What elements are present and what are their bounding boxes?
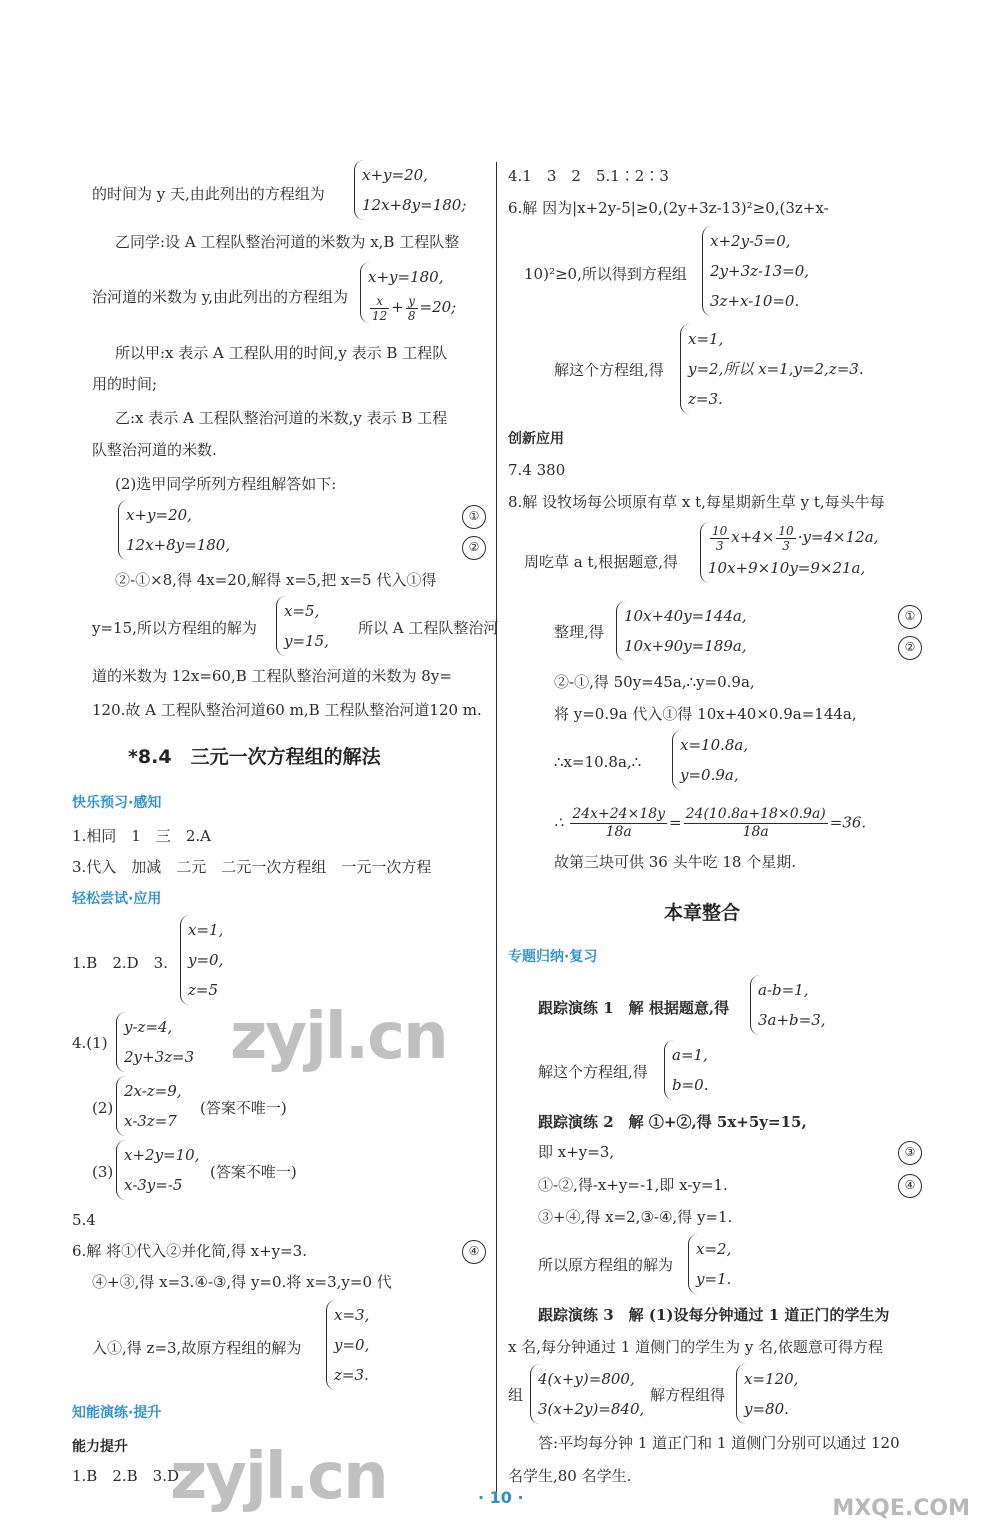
- fraction: [776, 524, 795, 553]
- text-line: 解这个方程组,得: [554, 361, 664, 379]
- equation: x=2,: [696, 1240, 732, 1258]
- equation-system: [354, 160, 466, 220]
- equation: a=1,: [672, 1046, 708, 1064]
- equation: 10x+90y=189a,: [624, 637, 747, 655]
- equation: y-z=4,: [124, 1018, 173, 1036]
- text-line: 名学生,80 名学生.: [508, 1467, 632, 1485]
- numerator: 24(10.8a+18×0.9a): [685, 806, 826, 822]
- equation: x=1,: [188, 921, 224, 939]
- circled-number: ①: [898, 605, 922, 629]
- subsection-heading: 能力提升: [72, 1439, 128, 1455]
- text-line: ④+③,得 x=3.④-③,得 y=0.将 x=3,y=0 代: [92, 1273, 392, 1291]
- equation-tail: =20;: [419, 298, 457, 316]
- circled-number: ②: [898, 636, 922, 660]
- fraction: [684, 806, 828, 841]
- exercise-line: 跟踪演练 3 解 (1)设每分钟通过 1 道正门的学生为: [538, 1306, 890, 1324]
- text-line: (2)选甲同学所列方程组解答如下:: [115, 475, 337, 493]
- exercise-line: 跟踪演练 2 解 ①+②,得 5x+5y=15,: [538, 1113, 807, 1131]
- chapter-title: 本章整合: [664, 902, 741, 924]
- text-line: 用的时间;: [92, 375, 158, 393]
- text-line: 周吃草 a t,根据题意,得: [524, 553, 679, 571]
- equation: 2x-z=9,: [124, 1082, 182, 1100]
- equation: y=15,: [284, 632, 329, 650]
- circled-number: ②: [462, 536, 486, 560]
- equation: a-b=1,: [758, 981, 809, 999]
- equation-system: [664, 1040, 708, 1100]
- equation-system: [276, 596, 329, 656]
- equation-system: [750, 975, 826, 1035]
- text-line: 解这个方程组,得: [538, 1063, 648, 1081]
- answer-line: 1.相同 1 三 2.A: [72, 827, 211, 845]
- equation: x-3y=-5: [124, 1176, 183, 1194]
- answer-line: 8.解 设牧场每公顷原有草 x t,每星期新生草 y t,每头牛每: [508, 493, 885, 511]
- denominator: 3: [715, 538, 724, 553]
- equation: b=0.: [672, 1076, 709, 1094]
- equation: 10x+9×10y=9×21a,: [708, 558, 866, 577]
- equation-system: [360, 262, 456, 323]
- equation: x-3z=7: [124, 1112, 177, 1130]
- text-line: 答:平均每分钟 1 道正门和 1 道侧门分别可以通过 120: [538, 1434, 900, 1452]
- answer-line: 3.代入 加减 二元 二元一次方程组 一元一次方程: [72, 858, 432, 876]
- answer-line: 6.解 将①代入②并化简,得 x+y=3.: [72, 1242, 307, 1260]
- equation-tail: ·y=4×12a,: [797, 528, 879, 546]
- answer-line: 1.B 2.B 3.D: [72, 1467, 180, 1485]
- text-line: 即 x+y=3,: [538, 1143, 615, 1161]
- numerator: y: [406, 294, 418, 309]
- denominator: 18a: [742, 824, 769, 840]
- equation: x+y=20,: [362, 166, 428, 184]
- text-line: 故第三块可供 36 头牛吃 18 个星期.: [554, 853, 797, 871]
- equation: [368, 292, 456, 323]
- section-heading: 轻松尝试·应用: [72, 891, 162, 907]
- answer-line: 6.解 因为|x+2y-5|≥0,(2y+3z-13)²≥0,(3z+x-: [508, 199, 829, 217]
- equation: x+y=180,: [368, 268, 444, 286]
- section-heading: 知能演练·提升: [72, 1405, 162, 1421]
- text-line: 10)²≥0,所以得到方程组: [524, 265, 687, 283]
- equation: 10x+40y=144a,: [624, 607, 747, 625]
- equation: 3z+x-10=0.: [710, 292, 800, 310]
- text-line: 所以原方程组的解为: [538, 1256, 674, 1274]
- therefore-symbol: ∴: [554, 813, 564, 832]
- equation-system: [116, 1076, 182, 1136]
- equation: [708, 522, 878, 553]
- equation-system: [326, 1300, 369, 1390]
- fraction: [406, 294, 418, 323]
- equation: x+2y=10,: [124, 1146, 200, 1164]
- equation-system: [116, 1140, 199, 1200]
- text-line: 道的米数为 12x=60,B 工程队整治河道的米数为 8y=: [92, 667, 452, 685]
- operator: =: [669, 813, 682, 832]
- equation: z=5: [188, 981, 219, 999]
- equation: 3(x+2y)=840,: [538, 1400, 645, 1418]
- text-line: 所以甲:x 表示 A 工程队用的时间,y 表示 B 工程队: [115, 344, 448, 362]
- denominator: 12: [372, 308, 388, 323]
- section-heading: 快乐预习·感知: [72, 795, 162, 811]
- equation: x+y=20,: [126, 506, 192, 524]
- equation: 12x+8y=180;: [362, 196, 467, 214]
- equation: y=0.9a,: [680, 766, 739, 784]
- answer-line: (3): [92, 1163, 114, 1181]
- equation: x=10.8a,: [680, 736, 749, 754]
- equation-system: [736, 1364, 798, 1424]
- text-line: 的时间为 y 天,由此列出的方程组为: [92, 185, 325, 203]
- equation: 3a+b=3,: [758, 1011, 826, 1029]
- equation-part: x+4×: [731, 528, 775, 546]
- denominator: 3: [782, 538, 790, 553]
- text-line: 所以 A 工程队整治河: [358, 619, 499, 637]
- equation-system: [672, 730, 748, 790]
- circled-number: ④: [462, 1240, 486, 1264]
- equation: 4(x+y)=800,: [538, 1370, 635, 1388]
- text-line: ③+④,得 x=2,③-④,得 y=1.: [538, 1208, 733, 1226]
- subsection-heading: 创新应用: [508, 431, 564, 447]
- equation: x+2y-5=0,: [710, 232, 791, 250]
- equation-system: [702, 226, 809, 316]
- text-line: ①-②,得-x+y=-1,即 x-y=1.: [538, 1176, 728, 1194]
- note: (答案不唯一): [210, 1163, 297, 1181]
- text-line: 队整治河道的米数.: [92, 441, 217, 459]
- equation: x=120,: [744, 1370, 799, 1388]
- equation: x=3,: [334, 1306, 370, 1324]
- numerator: 24x+24×18y: [572, 806, 666, 822]
- equation: z=3.: [334, 1366, 369, 1384]
- watermark: zyjl.cn: [230, 1000, 447, 1074]
- corner-watermark: MXQE.COM: [832, 1496, 970, 1521]
- equation: y=2,所以 x=1,y=2,z=3.: [688, 360, 864, 378]
- numerator: x: [370, 294, 389, 309]
- equation: x=5,: [284, 602, 320, 620]
- equation: x=1,: [688, 330, 724, 348]
- numerator: 10: [712, 523, 728, 538]
- equation-system: [688, 1234, 731, 1294]
- text-line: y=15,所以方程组的解为: [92, 619, 257, 637]
- fraction: [370, 294, 389, 323]
- text-line: 入①,得 z=3,故原方程组的解为: [92, 1339, 302, 1357]
- numerator: 10: [778, 523, 794, 538]
- answer-line: (2): [92, 1099, 114, 1117]
- equation: y=1.: [696, 1270, 732, 1288]
- equation: y=0,: [334, 1336, 370, 1354]
- text-line: 将 y=0.9a 代入①得 10x+40×0.9a=144a,: [554, 705, 857, 723]
- text-line: ②-①,得 50y=45a,∴y=0.9a,: [554, 673, 755, 691]
- denominator: 18a: [605, 824, 632, 840]
- circled-number: ③: [898, 1141, 922, 1165]
- equation: y=80.: [744, 1400, 789, 1418]
- text-line: x 名,每分钟通过 1 道侧门的学生为 y 名,依题意可得方程: [508, 1338, 883, 1356]
- section-title: *8.4 三元一次方程组的解法: [128, 746, 381, 768]
- circled-number: ④: [898, 1174, 922, 1198]
- fraction: [570, 806, 667, 841]
- watermark: zyjl.cn: [170, 1440, 387, 1514]
- section-heading: 专题归纳·复习: [508, 949, 598, 965]
- equation: 12x+8y=180,: [126, 536, 231, 554]
- equation-system: [530, 1364, 644, 1424]
- fraction: [710, 524, 729, 553]
- answer-line: 4.1 3 2 5.1∶2∶3: [508, 167, 669, 185]
- equation-system: [680, 324, 864, 414]
- text-line: 组: [508, 1386, 524, 1404]
- equation-system: [700, 522, 878, 583]
- answer-line: 5.4: [72, 1211, 96, 1229]
- answer-line: 4.(1): [72, 1034, 108, 1052]
- equation-system: [118, 500, 230, 560]
- answer-line: 1.B 2.D 3.: [72, 954, 168, 972]
- page-number: · 10 ·: [478, 1488, 524, 1507]
- text-line: 解方程组得: [650, 1386, 726, 1404]
- operator: +: [391, 298, 404, 316]
- equation: 2y+3z=3: [124, 1048, 195, 1066]
- text-line: 治河道的米数为 y,由此列出的方程组为: [92, 288, 349, 306]
- equation: y=0,: [188, 951, 224, 969]
- equation: 2y+3z-13=0,: [710, 262, 810, 280]
- text-line: ∴x=10.8a,∴: [554, 753, 642, 771]
- column-divider: [496, 162, 497, 1502]
- answer-line: 7.4 380: [508, 461, 566, 479]
- circled-number: ①: [462, 505, 486, 529]
- note: (答案不唯一): [200, 1099, 287, 1117]
- text-line: 乙:x 表示 A 工程队整治河道的米数,y 表示 B 工程: [115, 409, 448, 427]
- fraction-equation: [554, 806, 866, 841]
- equation-system: [180, 915, 223, 1005]
- equation: z=3.: [688, 390, 723, 408]
- text-line: ②-①×8,得 4x=20,解得 x=5,把 x=5 代入①得: [115, 571, 437, 589]
- equation-system: [616, 601, 747, 661]
- equation-system: [116, 1012, 194, 1072]
- exercise-line: 跟踪演练 1 解 根据题意,得: [538, 999, 730, 1017]
- equation-tail: =36.: [829, 813, 867, 832]
- text-line: 120.故 A 工程队整治河道60 m,B 工程队整治河道120 m.: [92, 701, 482, 719]
- text-line: 整理,得: [554, 623, 604, 641]
- denominator: 8: [407, 308, 416, 323]
- text-line: 乙同学:设 A 工程队整治河道的米数为 x,B 工程队整: [115, 233, 460, 251]
